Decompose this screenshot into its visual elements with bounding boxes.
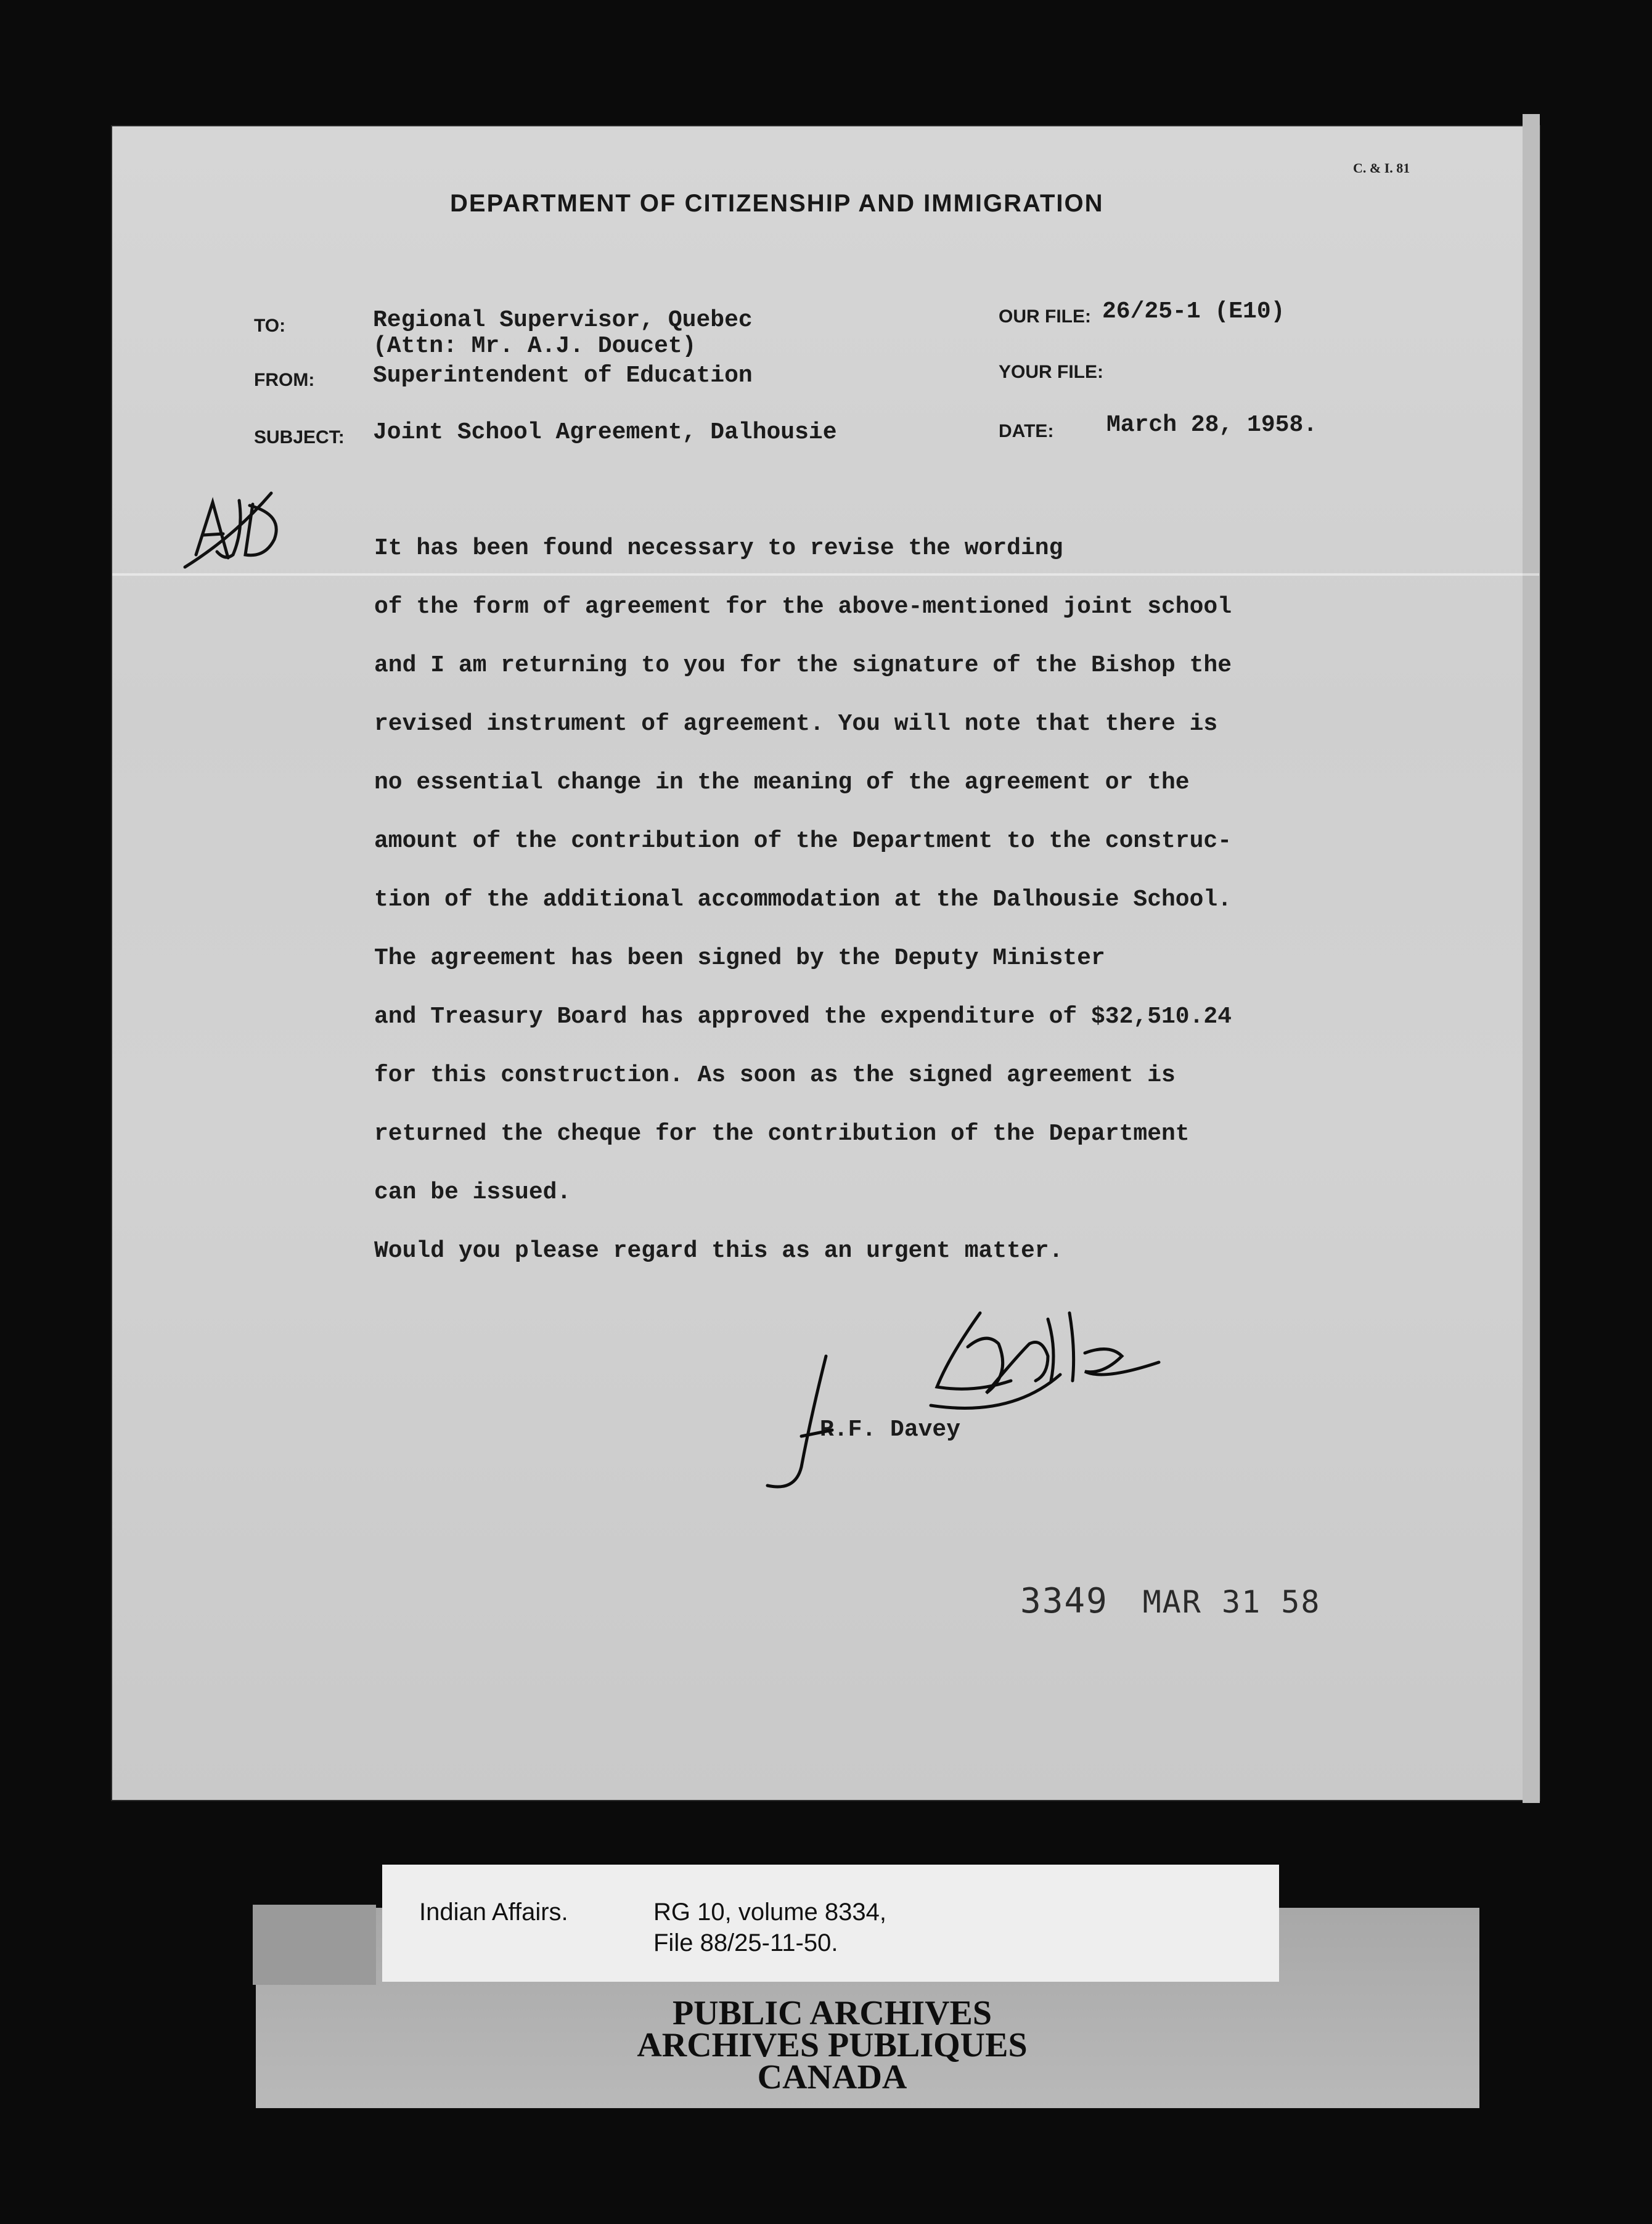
archive-frame-tab [253, 1905, 376, 1985]
body-line: and Treasury Board has approved the expenditure of $32,510.24 [374, 1004, 1232, 1030]
your-file-label: YOUR FILE: [999, 362, 1103, 382]
to-value-line2: (Attn: Mr. A.J. Doucet) [373, 333, 697, 359]
signer-name: R.F. Davey [820, 1417, 961, 1443]
subject-label: SUBJECT: [254, 427, 345, 448]
body-line: and I am returning to you for the signature of the Bishop the [374, 652, 1232, 679]
our-file-label: OUR FILE: [999, 306, 1091, 327]
department-heading: DEPARTMENT OF CITIZENSHIP AND IMMIGRATION [450, 190, 1104, 217]
reference-line2: File 88/25-11-50. [653, 1929, 838, 1956]
to-value-line1: Regional Supervisor, Quebec [373, 307, 753, 333]
body-line: of the form of agreement for the above-mentioned joint school [374, 594, 1232, 620]
handwritten-signature [767, 1313, 1159, 1487]
stamp-number: 3349 [1020, 1581, 1108, 1621]
body-line: can be issued. [374, 1179, 571, 1206]
subject-value: Joint School Agreement, Dalhousie [373, 419, 837, 446]
collection-name: Indian Affairs. [419, 1899, 568, 1926]
from-label: FROM: [254, 370, 315, 390]
archives-name-en: PUBLIC ARCHIVES [672, 1994, 992, 2032]
date-label: DATE: [999, 421, 1054, 441]
receipt-stamp [1020, 1581, 1321, 1621]
date-value: March 28, 1958. [1106, 412, 1318, 438]
from-value: Superintendent of Education [373, 362, 753, 389]
body-line: returned the cheque for the contribution of the Department [374, 1121, 1190, 1147]
our-file-value: 26/25-1 (E10) [1102, 298, 1285, 325]
body-line: revised instrument of agreement. You will note that there is [374, 711, 1218, 737]
archives-name-country: CANADA [757, 2058, 907, 2096]
body-line: for this construction. As soon as the signed agreement is [374, 1062, 1176, 1089]
to-label: TO: [254, 316, 286, 336]
archives-name-fr: ARCHIVES PUBLIQUES [637, 2026, 1028, 2064]
reference-line1: RG 10, volume 8334, [653, 1899, 886, 1926]
body-line: The agreement has been signed by the Deputy Minister [374, 945, 1105, 971]
stamp-date: MAR 31 58 [1142, 1584, 1321, 1620]
archives-name [555, 1994, 1110, 2096]
form-code: C. & I. 81 [1353, 160, 1410, 176]
body-line: amount of the contribution of the Department to the construc- [374, 828, 1232, 854]
handwritten-initials [185, 493, 276, 567]
body-line: tion of the additional accommodation at the Dalhousie School. [374, 886, 1232, 913]
body-line: no essential change in the meaning of the agreement or the [374, 769, 1190, 796]
body-line: It has been found necessary to revise the wording [374, 535, 1063, 562]
body-line: Would you please regard this as an urgent matter. [374, 1238, 1063, 1264]
